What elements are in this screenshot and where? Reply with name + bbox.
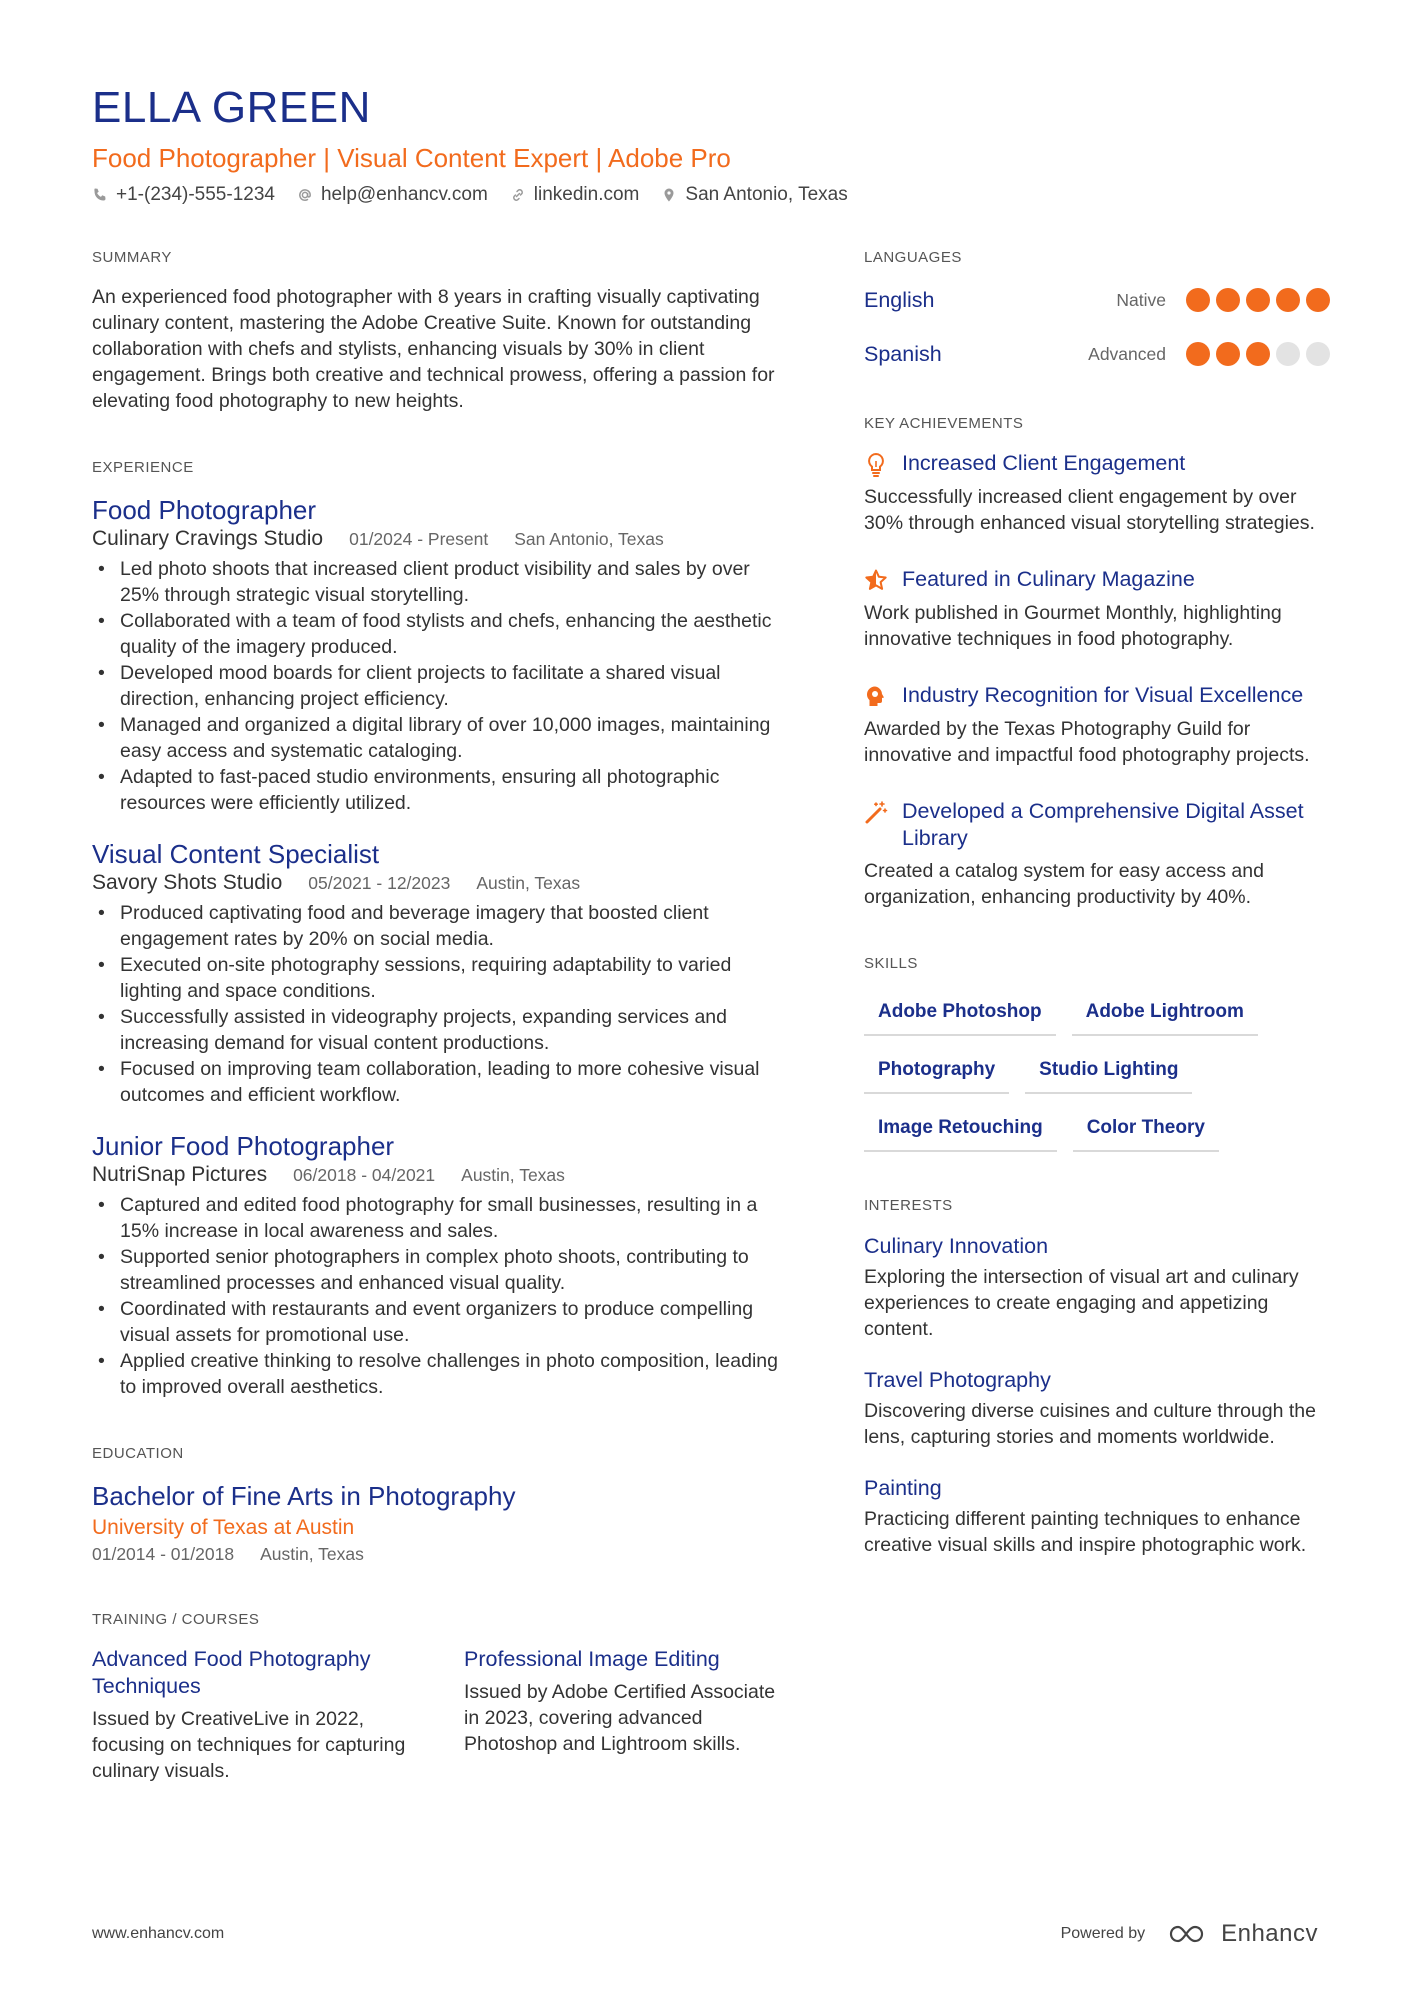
achievement-item bbox=[864, 450, 1330, 536]
achievement-description: Created a catalog system for easy access and organization, enhancing productivity by 40%. bbox=[864, 860, 1264, 908]
achievement-title: Featured in Culinary Magazine bbox=[902, 567, 1195, 591]
star-icon bbox=[864, 568, 888, 594]
bullet-item: • Executed on-site photography sessions, requiring adaptability to varied lighting and space conditions. bbox=[92, 952, 792, 1004]
achievement-item bbox=[864, 566, 1330, 652]
job-meta bbox=[92, 1162, 792, 1188]
rating-dot-filled bbox=[1246, 288, 1270, 312]
achievement-description: Work published in Gourmet Monthly, highlighting innovative techniques in food photography. bbox=[864, 602, 1282, 650]
page-footer bbox=[92, 1920, 1318, 1948]
job-title: Food Photographer bbox=[92, 495, 317, 525]
bullet-item: • Produced captivating food and beverage imagery that boosted client engagement rates by 20% on social media. bbox=[92, 900, 792, 952]
job-bullets bbox=[92, 900, 792, 1108]
achievement-header bbox=[864, 566, 1330, 594]
contact-bar bbox=[92, 182, 1332, 208]
rating-dot-filled bbox=[1246, 342, 1270, 366]
job-dates: 06/2018 - 04/2021 bbox=[293, 1165, 436, 1185]
language-row bbox=[864, 284, 1330, 316]
bullet-item: • Captured and edited food photography for small businesses, resulting in a 15% increase in local awareness and sales. bbox=[92, 1192, 792, 1244]
achievement-header bbox=[864, 682, 1330, 710]
at-icon bbox=[297, 187, 313, 203]
bullet-item: • Successfully assisted in videography projects, expanding services and increasing demand for visual content productions. bbox=[92, 1004, 792, 1056]
job-location: Austin, Texas bbox=[476, 873, 581, 893]
job-dates: 01/2024 - Present bbox=[349, 529, 489, 549]
summary-text: An experienced food photographer with 8 years in crafting visually captivating culinary content, mastering the Adobe Creative Suite. Known for outstanding collaboration with chefs and stylists, enhancing visuals by 30% in client engagement. Brings both creative and technical prowess, offering a passion for elevating food photography to new heights. bbox=[92, 286, 775, 412]
bullet-item: • Collaborated with a team of food stylists and chefs, enhancing the aesthetic quality of the imagery produced. bbox=[92, 608, 792, 660]
achievements-heading: KEY ACHIEVEMENTS bbox=[864, 415, 1024, 432]
job-meta bbox=[92, 526, 792, 552]
bullet-item: • Developed mood boards for client projects to facilitate a shared visual direction, enhancing project efficiency. bbox=[92, 660, 792, 712]
magic-wand-icon bbox=[864, 800, 888, 826]
bullet-item: • Led photo shoots that increased client product visibility and sales by over 25% through strategic visual storytelling. bbox=[92, 556, 792, 608]
link-icon bbox=[510, 187, 526, 203]
interest-item bbox=[864, 1366, 1330, 1450]
achievement-title: Developed a Comprehensive Digital Asset Library bbox=[902, 799, 1304, 850]
footer-url[interactable]: www.enhancv.com bbox=[92, 1925, 225, 1942]
brand-name: Enhancv bbox=[1221, 1920, 1318, 1947]
course-title: Professional Image Editing bbox=[464, 1647, 720, 1671]
interest-item bbox=[864, 1474, 1330, 1558]
language-proficiency bbox=[1088, 342, 1330, 366]
contact-phone bbox=[92, 182, 275, 208]
rating-dot-filled bbox=[1186, 342, 1210, 366]
language-name: Spanish bbox=[864, 341, 942, 366]
skill-tag: Image Retouching bbox=[864, 1108, 1057, 1152]
phone-text: +1-(234)-555-1234 bbox=[116, 184, 275, 205]
job-bullets bbox=[92, 1192, 792, 1400]
experience-entry bbox=[92, 838, 792, 1108]
bullet-item: • Focused on improving team collaboration, leading to more cohesive visual outcomes and efficient workflow. bbox=[92, 1056, 792, 1108]
job-location: Austin, Texas bbox=[461, 1165, 565, 1185]
job-location: San Antonio, Texas bbox=[514, 529, 664, 549]
course-list bbox=[92, 1646, 792, 1784]
enhancv-logo-icon bbox=[1167, 1922, 1211, 1946]
skill-tag: Color Theory bbox=[1073, 1108, 1219, 1152]
candidate-headline: Food Photographer | Visual Content Expert | Adobe Pro bbox=[92, 143, 731, 173]
language-proficiency bbox=[1116, 288, 1330, 312]
rating-dots bbox=[1186, 342, 1330, 366]
location-text: San Antonio, Texas bbox=[685, 184, 848, 205]
brand-logo bbox=[1167, 1920, 1318, 1948]
bullet-item: • Applied creative thinking to resolve challenges in photo composition, leading to improved overall aesthetics. bbox=[92, 1348, 792, 1400]
skill-tag: Adobe Lightroom bbox=[1072, 992, 1258, 1036]
experience-entry bbox=[92, 1130, 792, 1400]
bullet-item: • Managed and organized a digital library of over 10,000 images, maintaining easy access and systematic cataloging. bbox=[92, 712, 792, 764]
course-item bbox=[92, 1646, 420, 1784]
degree-title: Bachelor of Fine Arts in Photography bbox=[92, 1481, 516, 1511]
experience-section bbox=[92, 458, 792, 1400]
language-name: English bbox=[864, 287, 935, 312]
rating-dot-filled bbox=[1186, 288, 1210, 312]
language-level: Native bbox=[1116, 289, 1166, 310]
bullet-item: • Adapted to fast-paced studio environments, ensuring all photographic resources were efficiently utilized. bbox=[92, 764, 792, 816]
achievement-title: Increased Client Engagement bbox=[902, 451, 1186, 475]
experience-entry bbox=[92, 494, 792, 816]
bullet-item: • Supported senior photographers in complex photo shoots, contributing to streamlined processes and enhanced visual quality. bbox=[92, 1244, 792, 1296]
achievement-item bbox=[864, 682, 1330, 768]
job-title: Junior Food Photographer bbox=[92, 1131, 395, 1161]
language-level: Advanced bbox=[1088, 343, 1166, 364]
achievement-description: Awarded by the Texas Photography Guild for innovative and impactful food photography projects. bbox=[864, 718, 1310, 766]
skill-tag: Adobe Photoshop bbox=[864, 992, 1056, 1036]
school-name: University of Texas at Austin bbox=[92, 1516, 355, 1539]
contact-email bbox=[297, 182, 488, 208]
rating-dot-empty bbox=[1276, 342, 1300, 366]
interest-title: Painting bbox=[864, 1476, 942, 1500]
contact-linkedin bbox=[510, 182, 640, 208]
skill-tag: Photography bbox=[864, 1050, 1009, 1094]
achievement-description: Successfully increased client engagement by over 30% through enhanced visual storytelling strategies. bbox=[864, 486, 1315, 534]
skills-section bbox=[864, 954, 1330, 1152]
languages-section bbox=[864, 248, 1330, 370]
job-bullets bbox=[92, 556, 792, 816]
training-heading: TRAINING / COURSES bbox=[92, 1611, 260, 1628]
skill-list bbox=[864, 992, 1330, 1152]
linkedin-text: linkedin.com bbox=[533, 184, 640, 205]
interests-section bbox=[864, 1196, 1330, 1558]
rating-dots bbox=[1186, 288, 1330, 312]
job-dates: 05/2021 - 12/2023 bbox=[308, 873, 451, 893]
rating-dot-empty bbox=[1306, 342, 1330, 366]
powered-by-label: Powered by bbox=[1060, 1925, 1146, 1942]
email-text: help@enhancv.com bbox=[320, 184, 488, 205]
bullet-item: • Coordinated with restaurants and event organizers to produce compelling visual assets for promotional use. bbox=[92, 1296, 792, 1348]
course-title: Advanced Food Photography Techniques bbox=[92, 1647, 371, 1698]
interest-title: Travel Photography bbox=[864, 1368, 1051, 1392]
course-item bbox=[464, 1646, 792, 1784]
training-section bbox=[92, 1610, 792, 1784]
course-description: Issued by Adobe Certified Associate in 2023, covering advanced Photoshop and Lightroom skills. bbox=[464, 1681, 776, 1755]
achievement-header bbox=[864, 798, 1330, 852]
job-meta bbox=[92, 870, 792, 896]
interest-item bbox=[864, 1232, 1330, 1342]
summary-section bbox=[92, 248, 792, 414]
achievement-header bbox=[864, 450, 1330, 478]
rating-dot-filled bbox=[1306, 288, 1330, 312]
location-pin-icon bbox=[661, 187, 677, 203]
interest-description: Discovering diverse cuisines and culture through the lens, capturing stories and moments worldwide. bbox=[864, 1400, 1316, 1448]
summary-heading: SUMMARY bbox=[92, 249, 172, 266]
experience-heading: EXPERIENCE bbox=[92, 459, 194, 476]
language-row bbox=[864, 338, 1330, 370]
skills-heading: SKILLS bbox=[864, 955, 918, 972]
skill-tag: Studio Lighting bbox=[1025, 1050, 1192, 1094]
contact-location bbox=[661, 182, 847, 208]
company-name: Savory Shots Studio bbox=[92, 871, 283, 894]
rating-dot-filled bbox=[1276, 288, 1300, 312]
achievement-item bbox=[864, 798, 1330, 910]
languages-heading: LANGUAGES bbox=[864, 249, 962, 266]
interest-description: Exploring the intersection of visual art and culinary experiences to create engaging and appetizing content. bbox=[864, 1266, 1299, 1340]
achievement-title: Industry Recognition for Visual Excellence bbox=[902, 683, 1304, 707]
interest-description: Practicing different painting techniques to enhance creative visual skills and inspire photographic work. bbox=[864, 1508, 1307, 1556]
rating-dot-filled bbox=[1216, 288, 1240, 312]
job-title: Visual Content Specialist bbox=[92, 839, 380, 869]
lightbulb-icon bbox=[864, 452, 888, 478]
left-column bbox=[92, 248, 792, 1828]
phone-icon bbox=[92, 187, 108, 203]
rating-dot-filled bbox=[1216, 342, 1240, 366]
interests-heading: INTERESTS bbox=[864, 1197, 953, 1214]
company-name: NutriSnap Pictures bbox=[92, 1163, 268, 1186]
education-location: Austin, Texas bbox=[260, 1544, 364, 1564]
achievements-section bbox=[864, 414, 1330, 910]
education-meta bbox=[92, 1542, 792, 1566]
company-name: Culinary Cravings Studio bbox=[92, 527, 324, 550]
education-heading: EDUCATION bbox=[92, 1445, 184, 1462]
head-idea-icon bbox=[864, 684, 888, 710]
footer-branding bbox=[1061, 1920, 1318, 1948]
candidate-name: ELLA GREEN bbox=[92, 83, 371, 132]
course-description: Issued by CreativeLive in 2022, focusing on techniques for capturing culinary visuals. bbox=[92, 1708, 406, 1782]
resume-header bbox=[92, 82, 1332, 208]
education-dates: 01/2014 - 01/2018 bbox=[92, 1544, 235, 1564]
interest-title: Culinary Innovation bbox=[864, 1234, 1049, 1258]
education-section bbox=[92, 1444, 792, 1566]
right-column bbox=[864, 248, 1330, 1602]
